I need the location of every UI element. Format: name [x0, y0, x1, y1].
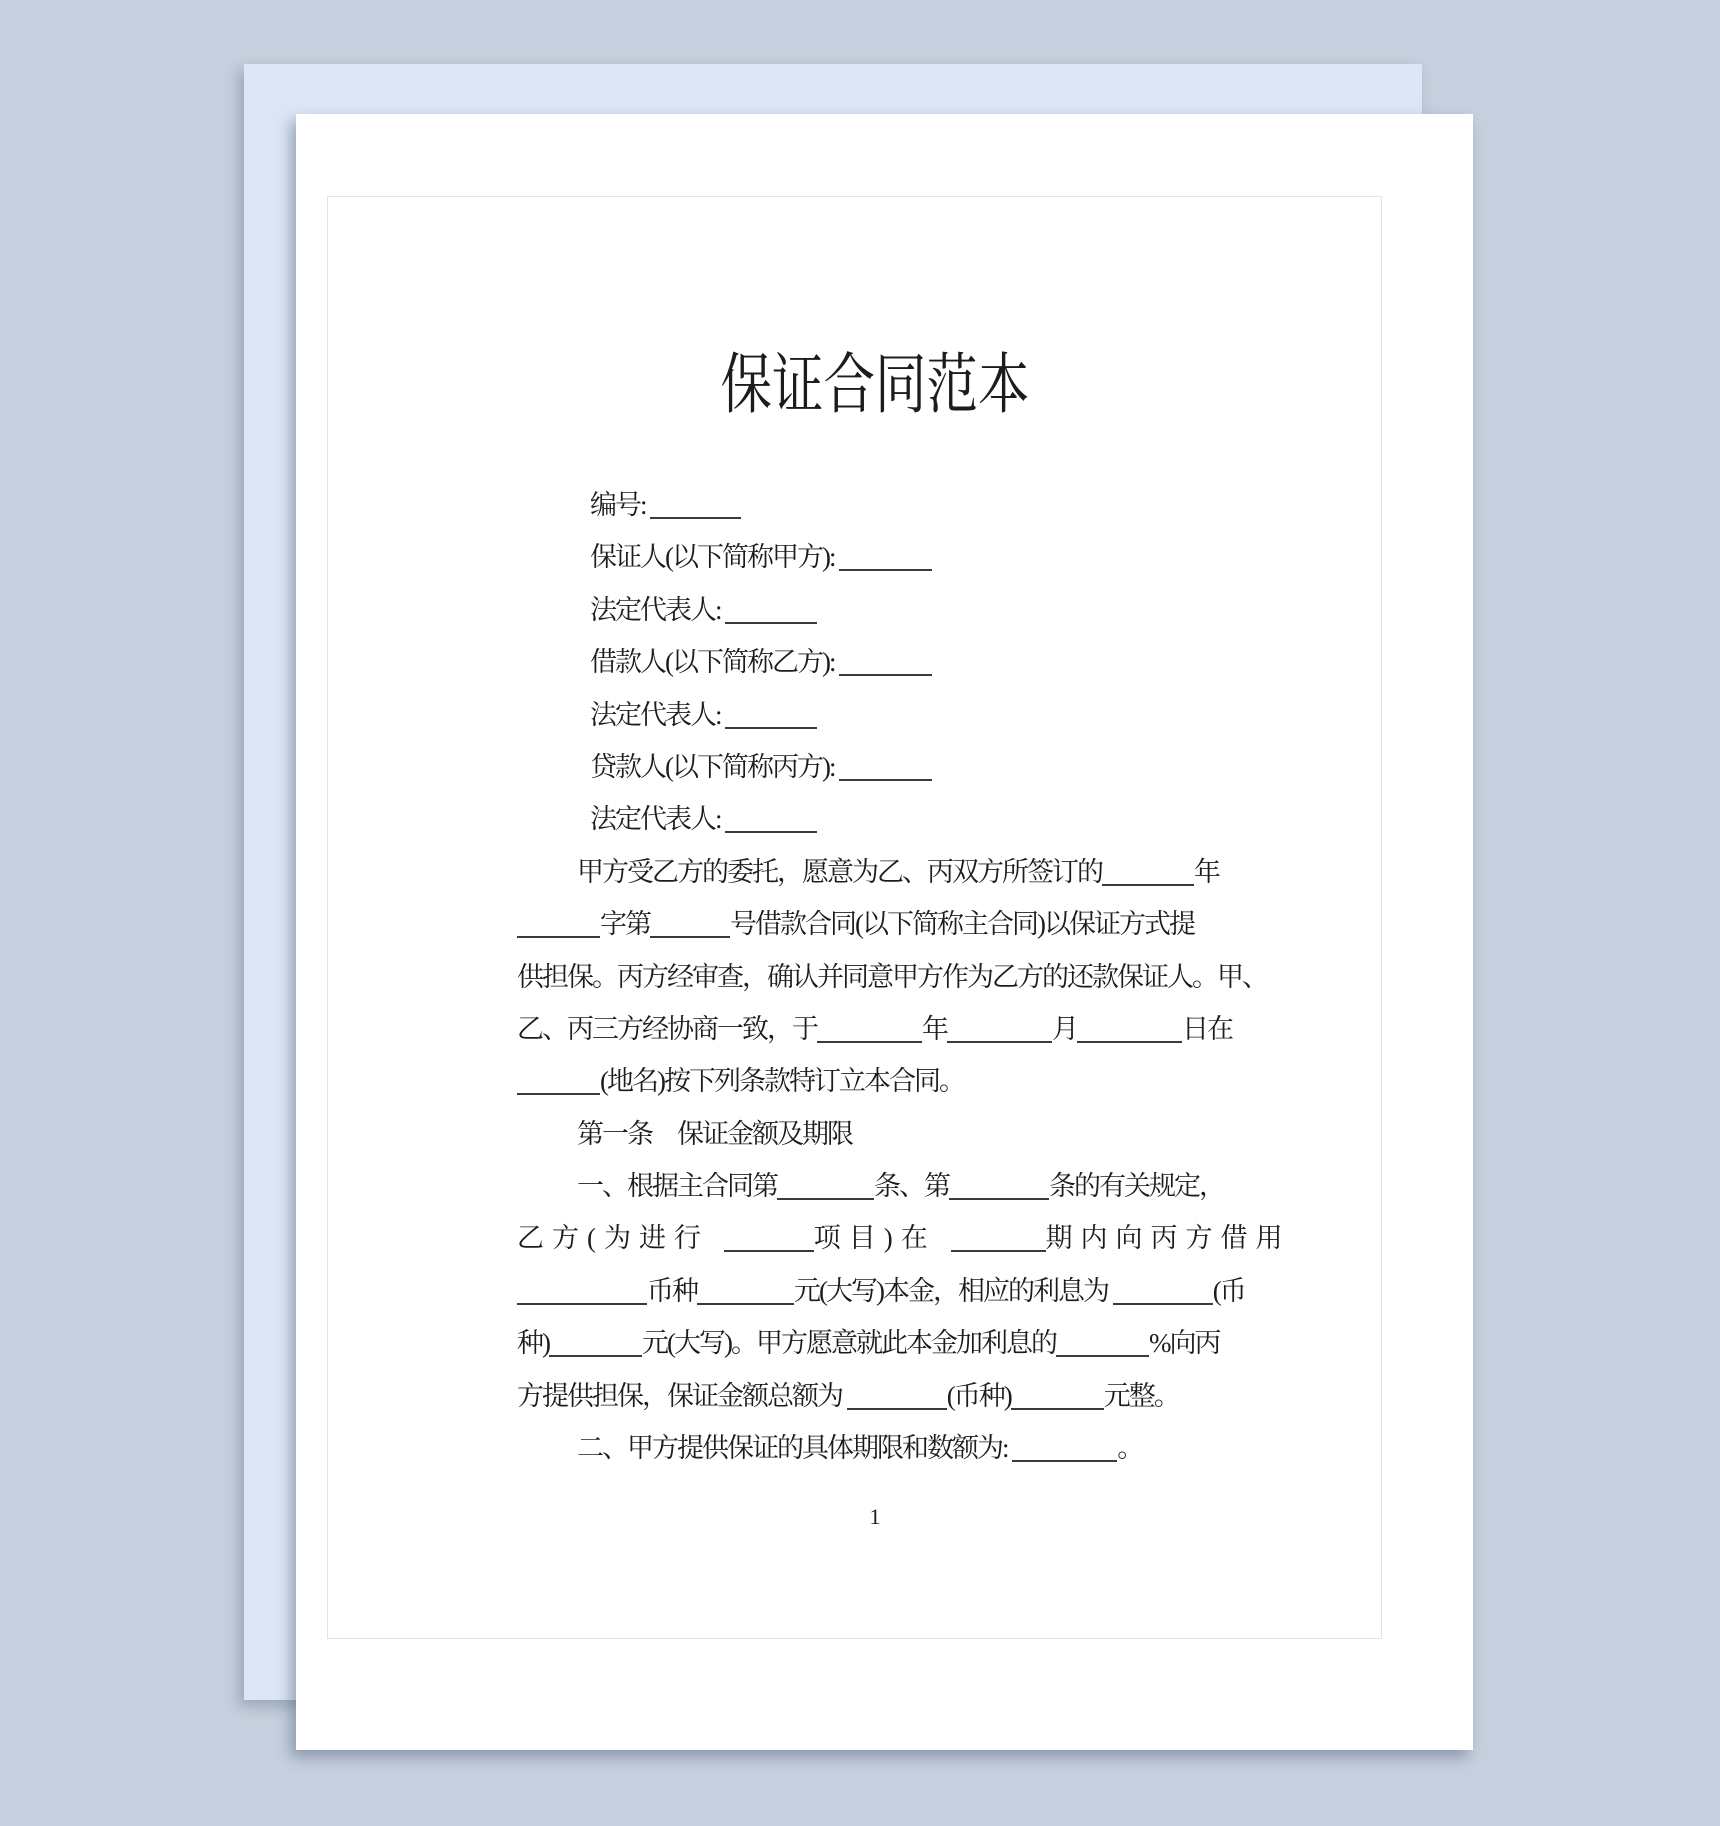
blank-field — [697, 1301, 794, 1305]
text-line — [590, 793, 1233, 845]
line-text: 保证人(以下简称甲方): — [590, 542, 840, 573]
text-line — [590, 531, 1233, 583]
text-line — [590, 636, 1233, 688]
line-text: 借款人(以下简称乙方): — [590, 647, 840, 678]
text-line — [590, 741, 1233, 793]
blank-field — [847, 1406, 947, 1410]
text-line — [577, 846, 1233, 898]
line-text: 期内向丙方借用 — [1045, 1223, 1291, 1254]
text-line — [517, 1003, 1233, 1055]
line-text: 字第 — [600, 909, 650, 940]
blank-field — [947, 1039, 1052, 1043]
line-text: 法定代表人: — [590, 804, 726, 835]
blank-field — [839, 567, 932, 571]
text-line — [517, 1055, 1233, 1107]
text-line — [517, 1265, 1245, 1317]
blank-field — [949, 1196, 1049, 1200]
line-text: 年 — [922, 1013, 947, 1044]
blank-field — [725, 829, 817, 833]
blank-field — [777, 1196, 874, 1200]
document-title-text: 保证合同范本 — [720, 349, 1030, 422]
line-text: %向丙 — [1148, 1328, 1220, 1359]
line-text: 元(大写)。甲方愿意就此本金加利息的 — [642, 1328, 1056, 1359]
line-text: 号借款合同(以下简称主合同)以保证方式提 — [730, 909, 1194, 940]
line-text: 。 — [1117, 1433, 1143, 1464]
line-text: 条、第 — [874, 1171, 949, 1202]
blank-field — [725, 620, 817, 624]
blank-field — [724, 1248, 814, 1252]
text-line — [590, 689, 1233, 741]
line-text: 编号: — [590, 490, 651, 520]
blank-field — [725, 725, 817, 729]
document-page — [296, 114, 1473, 1750]
blank-field — [951, 1248, 1046, 1252]
line-text: 元整。 — [1103, 1380, 1179, 1411]
blank-field — [549, 1353, 642, 1357]
text-line — [577, 1422, 1233, 1474]
blank-field — [839, 777, 932, 781]
line-text: 项目)在 — [813, 1223, 951, 1254]
blank-field — [1056, 1353, 1149, 1357]
blank-field — [1011, 1406, 1104, 1410]
text-line — [517, 1370, 1233, 1422]
line-text: 方提供担保，保证金额总额为 — [517, 1380, 847, 1411]
blank-field — [1077, 1039, 1182, 1043]
blank-field — [517, 1091, 600, 1095]
line-text: 种) — [517, 1328, 549, 1359]
line-text: 条的有关规定， — [1049, 1171, 1224, 1202]
text-line — [517, 898, 1233, 950]
text-line — [577, 1160, 1233, 1212]
blank-field — [650, 515, 741, 519]
line-text: 法定代表人: — [590, 699, 726, 730]
line-text: 法定代表人: — [590, 594, 726, 625]
line-text: 一、根据主合同第 — [577, 1171, 777, 1202]
text-line — [517, 951, 1267, 1003]
line-text: 月 — [1052, 1013, 1077, 1044]
text-line — [590, 584, 1233, 636]
blank-field — [650, 934, 730, 938]
text-line — [517, 1212, 1291, 1264]
blank-field — [1012, 1458, 1117, 1462]
line-text: 第一条 保证金额及期限 — [577, 1118, 852, 1149]
line-text: (地名)按下列条款特订立本合同。 — [600, 1066, 964, 1097]
line-text: 乙、丙三方经协商一致，于 — [517, 1013, 817, 1044]
line-text: 乙方(为进行 — [517, 1223, 724, 1254]
line-text: 二、甲方提供保证的具体期限和数额为: — [577, 1433, 1013, 1464]
blank-field — [517, 1301, 647, 1305]
blank-field — [817, 1039, 922, 1043]
line-text: 贷款人(以下简称丙方): — [590, 751, 840, 782]
document-body — [517, 479, 1291, 1474]
blank-field — [1113, 1301, 1213, 1305]
line-text: (币 — [1212, 1275, 1245, 1306]
text-line — [517, 1317, 1233, 1369]
line-text: 元(大写)本金，相应的利息为 — [794, 1275, 1113, 1306]
blank-field — [1102, 882, 1194, 886]
blank-field — [839, 672, 932, 676]
text-line — [577, 1108, 1233, 1160]
page-number: 1 — [869, 1504, 881, 1529]
line-text: 甲方受乙方的委托，愿意为乙、丙双方所签订的 — [577, 856, 1102, 887]
line-text: 币种 — [647, 1275, 697, 1306]
text-line — [590, 479, 1233, 531]
line-text: 年 — [1194, 856, 1219, 887]
line-text: 日在 — [1182, 1013, 1232, 1044]
blank-field — [517, 934, 600, 938]
document-title — [517, 346, 1233, 426]
line-text: 供担保。丙方经审查，确认并同意甲方作为乙方的还款保证人。甲、 — [517, 961, 1267, 992]
line-text: (币种) — [946, 1380, 1011, 1411]
